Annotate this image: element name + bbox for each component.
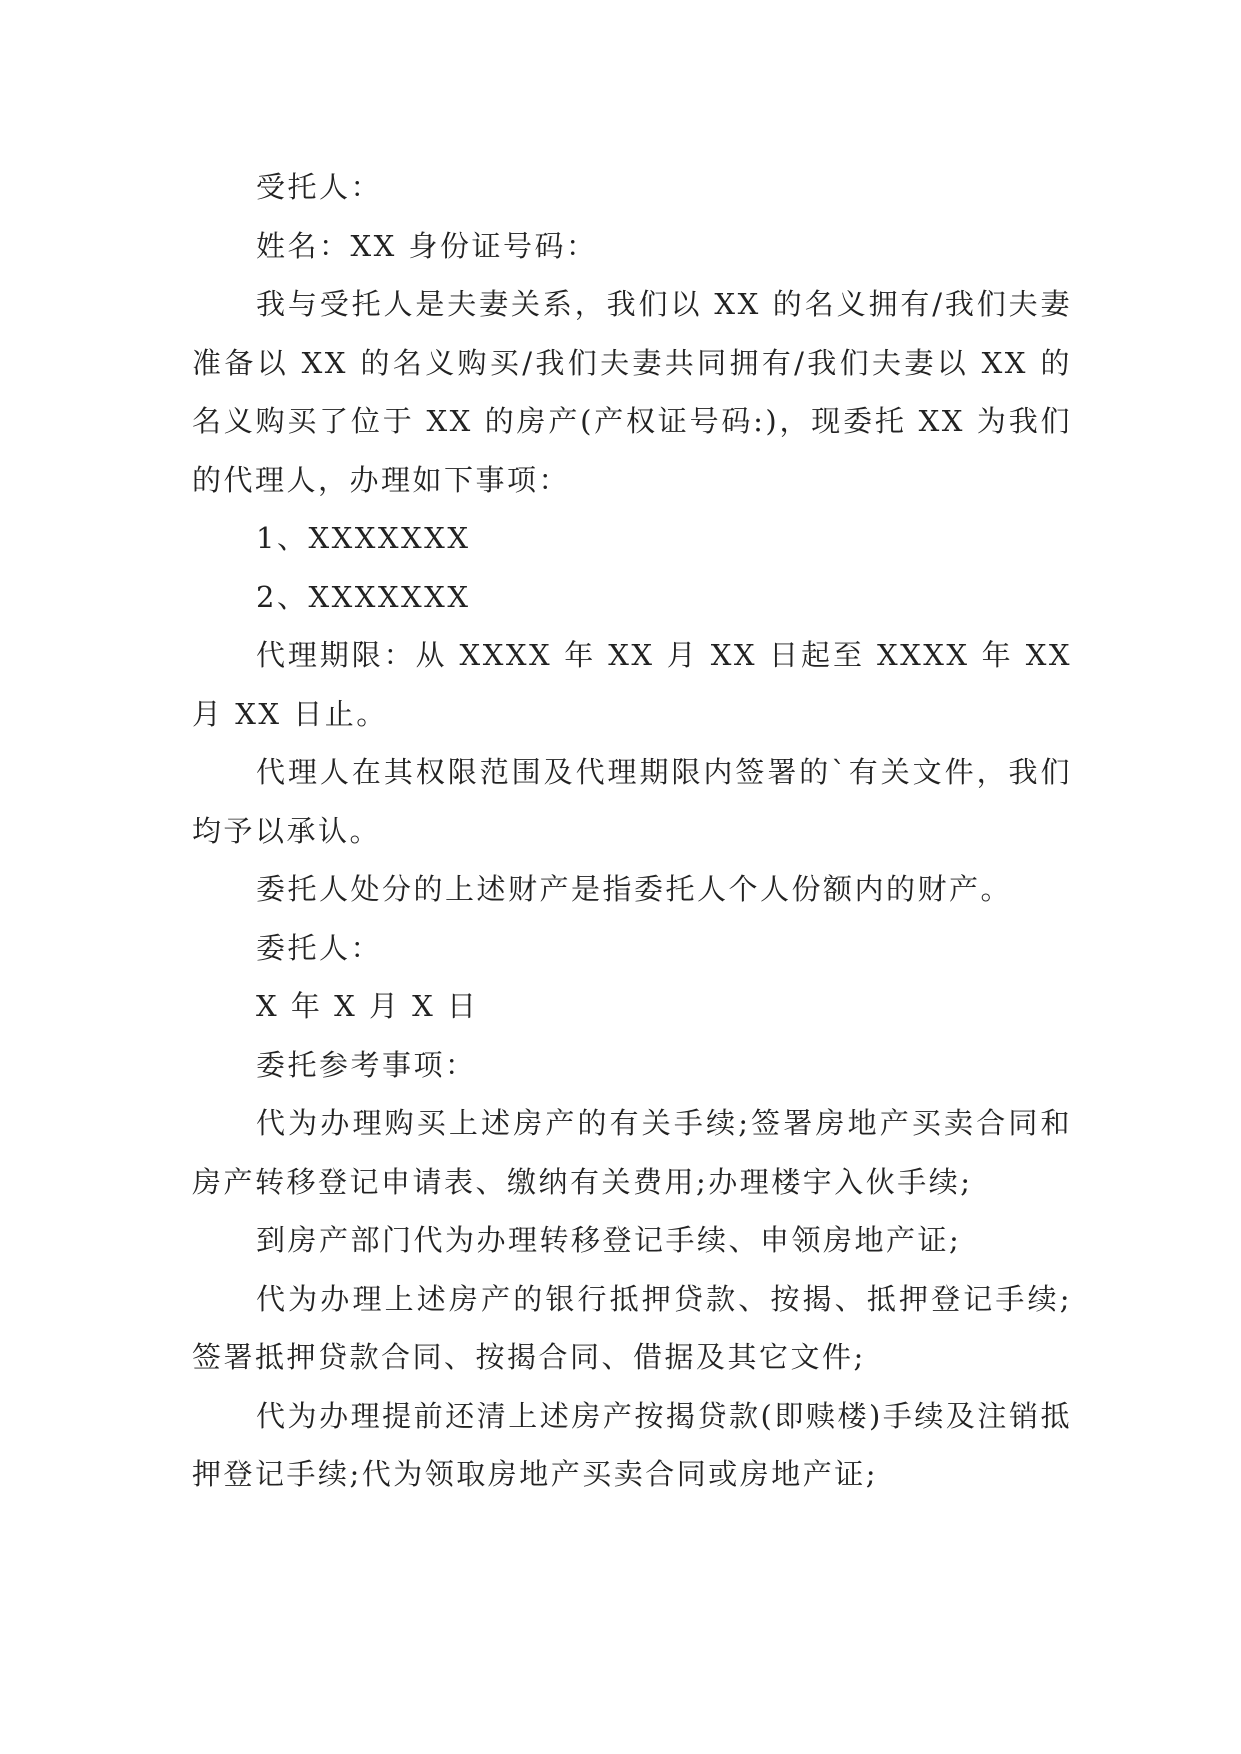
reference-item-redemption: 代为办理提前还清上述房产按揭贷款(即赎楼)手续及注销抵押登记手续;代为领取房地产买卖合同或房地产证; xyxy=(192,1398,1072,1491)
document-body xyxy=(192,158,1072,1504)
matter-item-1: 1、XXXXXXX xyxy=(256,521,471,555)
signature-date: X 年 X 月 X 日 xyxy=(256,989,479,1023)
relationship-statement: 我与受托人是夫妻关系，我们以 XX 的名义拥有/我们夫妻准备以 XX 的名义购买/我们夫妻共同拥有/我们夫妻以 XX 的名义购买了位于 XX 的房产(产权证号码:)，现委托 XX 为我们的代理人，办理如下事项： xyxy=(192,287,1072,497)
reference-item-mortgage: 代为办理上述房产的银行抵押贷款、按揭、抵押登记手续;签署抵押贷款合同、按揭合同、借据及其它文件; xyxy=(192,1281,1072,1374)
trustee-heading: 受托人： xyxy=(256,170,383,204)
trustee-name-id-line: 姓名：XX 身份证号码： xyxy=(256,228,598,263)
reference-item-purchase: 代为办理购买上述房产的有关手续;签署房地产买卖合同和房产转移登记申请表、缴纳有关费用;办理楼宇入伙手续; xyxy=(192,1106,1072,1199)
matter-item-2: 2、XXXXXXX xyxy=(256,579,471,614)
reference-matters-heading: 委托参考事项： xyxy=(256,1047,477,1082)
reference-item-transfer: 到房产部门代为办理转移登记手续、申领房地产证; xyxy=(256,1223,962,1257)
agency-period: 代理期限：从 XXXX 年 XX 月 XX 日起至 XXXX 年 XX 月 XX 日止。 xyxy=(192,638,1072,731)
principal-signature-label: 委托人： xyxy=(256,930,383,965)
recognition-statement: 代理人在其权限范围及代理期限内签署的`有关文件，我们均予以承认。 xyxy=(192,755,1072,848)
property-disposal-statement: 委托人处分的上述财产是指委托人个人份额内的财产。 xyxy=(256,872,1013,906)
